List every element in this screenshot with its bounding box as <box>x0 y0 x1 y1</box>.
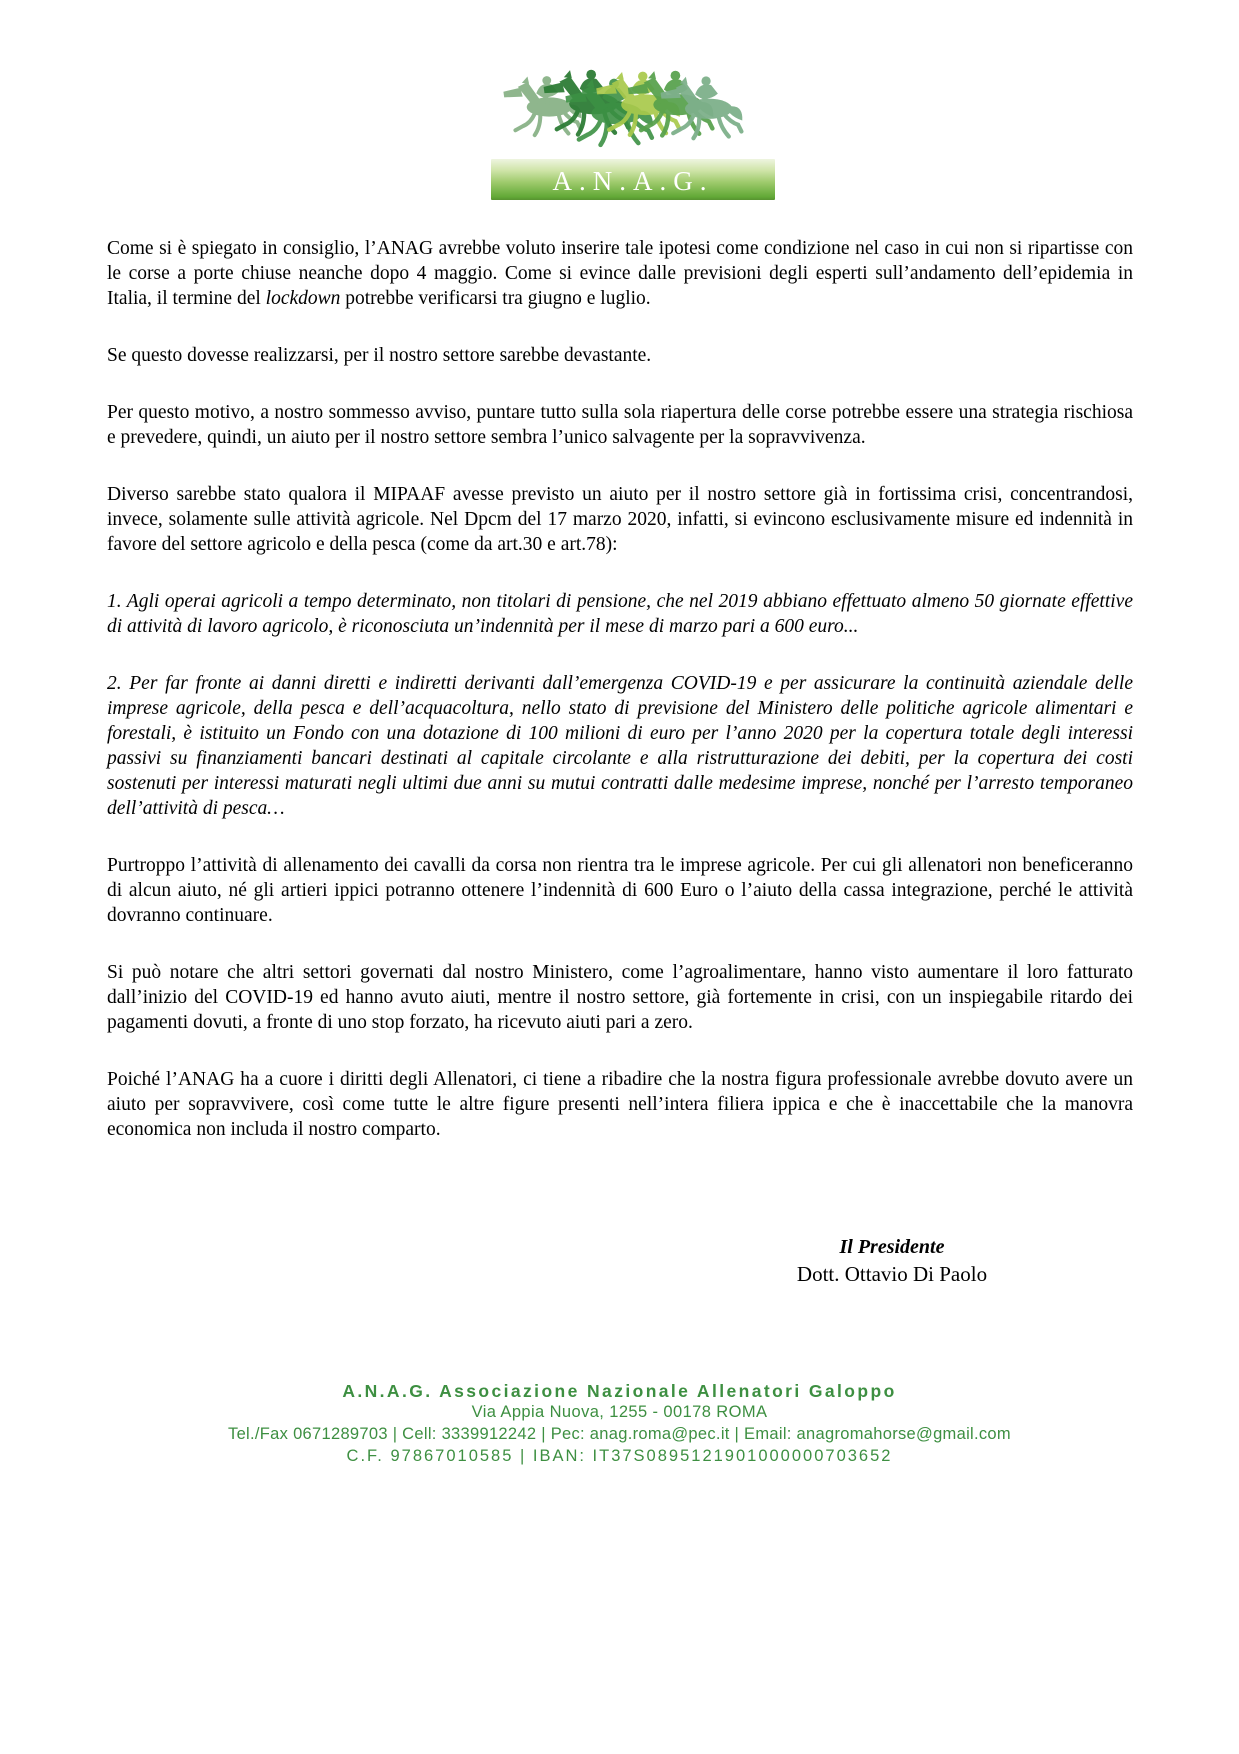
logo-acronym-label: A.N.A.G. <box>552 166 714 196</box>
racehorses-icon <box>491 62 775 162</box>
paragraph: Poiché l’ANAG ha a cuore i diritti degli Allenatori, ci tiene a ribadire che la nostra figura professionale avrebbe dovuto avere un aiuto per sopravvivere, così come tutte le altre figure presenti nell’intera filiera ippica e che è inaccettabile che la manovra economica non includa il nostro comparto. <box>107 1069 1133 1140</box>
signature-role: Il Presidente <box>839 1236 945 1258</box>
footer-address: Via Appia Nuova, 1255 - 00178 ROMA <box>471 1403 768 1421</box>
paragraph: 1. Agli operai agricoli a tempo determinato, non titolari di pensione, che nel 2019 abbiano effettuato almeno 50 giornate effettive di attività di lavoro agricolo, è riconosciuta un’indennità per il mese di marzo pari a 600 euro... <box>107 591 1133 637</box>
paragraph: Come si è spiegato in consiglio, l’ANAG avrebbe voluto inserire tale ipotesi come condizione nel caso in cui non si ripartisse con le corse a porte chiuse neanche dopo 4 maggio. Come si evince dalle previsioni degli esperti sull’andamento dell’epidemia in Italia, il termine del lockdown potrebbe verificarsi tra giugno e luglio. <box>107 238 1133 309</box>
letterhead-footer <box>0 1380 1239 1467</box>
paragraph: Se questo dovesse realizzarsi, per il nostro settore sarebbe devastante. <box>107 345 652 366</box>
footer-fiscal: C.F. 97867010585 | IBAN: IT37S0895121901000000703652 <box>346 1447 893 1465</box>
paragraph: Purtroppo l’attività di allenamento dei cavalli da corsa non rientra tra le imprese agricole. Per cui gli allenatori non beneficeranno di alcun aiuto, né gli artieri ippici potranno ottenere l’indennità di 600 Euro o l’aiuto della cassa integrazione, perché le attività dovranno continuare. <box>107 855 1133 926</box>
anag-logo <box>491 0 775 200</box>
letter-body <box>107 236 1133 1142</box>
signature-name: Dott. Ottavio Di Paolo <box>796 1262 988 1286</box>
paragraph: Diverso sarebbe stato qualora il MIPAAF avesse previsto un aiuto per il nostro settore già in fortissima crisi, concentrandosi, invece, solamente sulle attività agricole. Nel Dpcm del 17 marzo 2020, infatti, si evincono esclusivamente misure ed indennità in favore del settore agricolo e della pesca (come da art.30 e art.78): <box>107 484 1133 555</box>
footer-contacts: Tel./Fax 0671289703 | Cell: 3339912242 | Pec: anag.roma@pec.it | Email: anagromahorse@gmail.com <box>228 1425 1011 1443</box>
footer-organization: A.N.A.G. Associazione Nazionale Allenatori Galoppo <box>342 1381 897 1401</box>
paragraph: 2. Per far fronte ai danni diretti e indiretti derivanti dall’emergenza COVID-19 e per assicurare la continuità aziendale delle imprese agricole, della pesca e dell’acquacoltura, nello stato di previsione del Ministero delle politiche agricole alimentari e forestali, è istituito un Fondo con una dotazione di 100 milioni di euro per l’anno 2020 per la copertura totale degli interessi passivi su finanziamenti bancari destinati al capitale circolante e alla ristrutturazione dei debiti, per la copertura dei costi sostenuti per interessi maturati negli ultimi due anni su mutui contratti dalle medesime imprese, nonché per l’arresto temporaneo dell’attività di pesca… <box>107 673 1133 819</box>
logo-banner <box>491 159 775 200</box>
signature-block <box>682 1234 1102 1288</box>
paragraph: Si può notare che altri settori governati dal nostro Ministero, come l’agroalimentare, hanno visto aumentare il loro fatturato dall’inizio del COVID-19 ed hanno avuto aiuti, mentre il nostro settore, già fortemente in crisi, con un inspiegabile ritardo dei pagamenti dovuti, a fronte di uno stop forzato, ha ricevuto aiuti pari a zero. <box>107 962 1133 1033</box>
paragraph: Per questo motivo, a nostro sommesso avviso, puntare tutto sulla sola riapertura delle corse potrebbe essere una strategia rischiosa e prevedere, quindi, un aiuto per il nostro settore sembra l’unico salvagente per la sopravvivenza. <box>107 402 1133 448</box>
